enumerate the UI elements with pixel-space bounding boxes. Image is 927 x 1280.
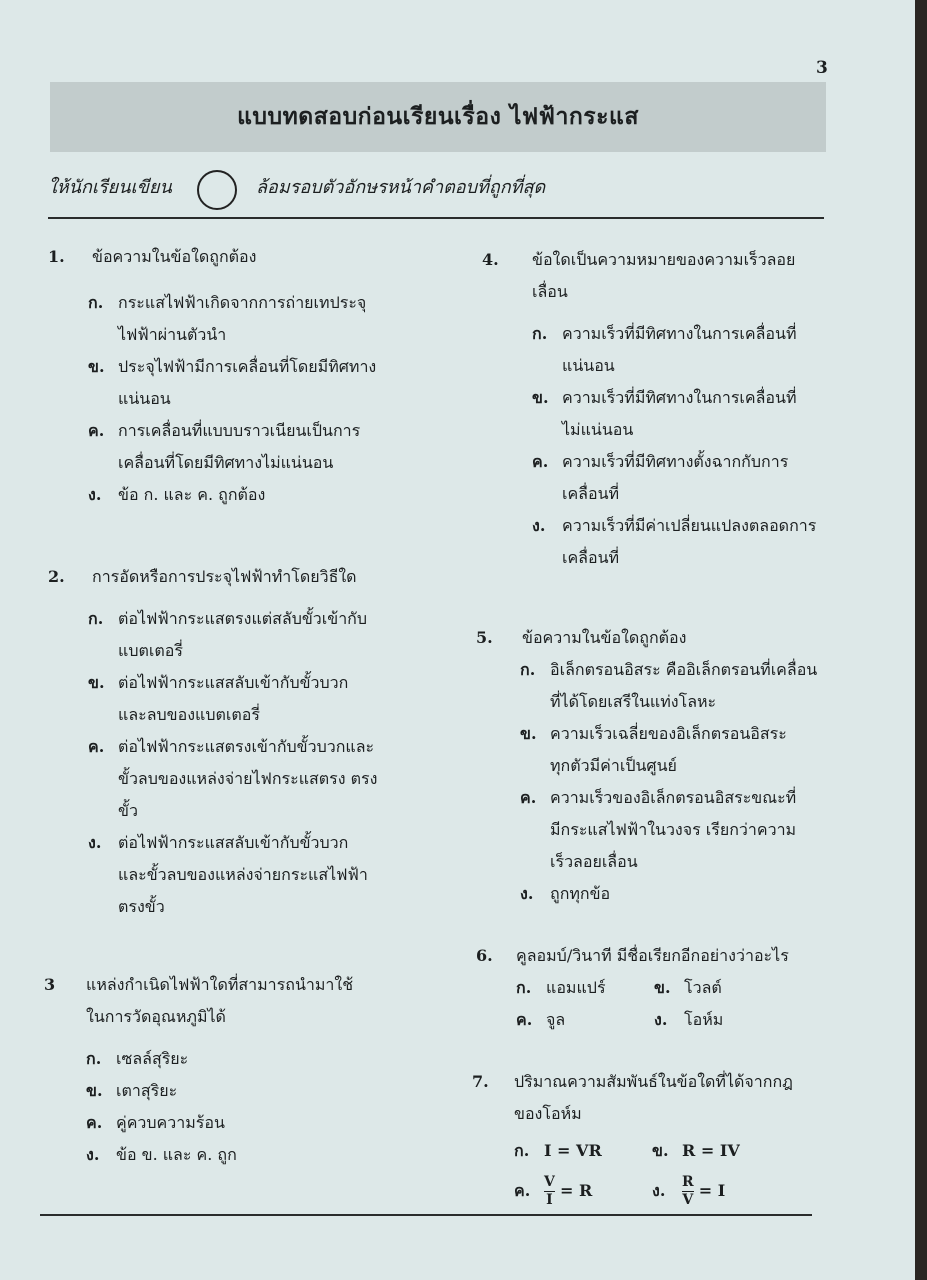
option-b[interactable] — [88, 351, 388, 415]
options — [88, 603, 388, 923]
question-7 — [472, 1066, 827, 1208]
option-a[interactable] — [514, 1134, 652, 1168]
option-line: แอมแปร์ — [546, 978, 606, 997]
option-label: ก. — [88, 293, 104, 312]
option-label: ง. — [88, 485, 102, 504]
option-label: ก. — [88, 609, 104, 628]
option-label: ก. — [516, 978, 532, 997]
question-number: 2. — [48, 567, 65, 586]
option-d[interactable] — [532, 510, 827, 574]
question-6 — [476, 940, 827, 1036]
option-line: ทุกตัวมีค่าเป็นศูนย์ — [550, 756, 677, 775]
option-a[interactable] — [532, 318, 827, 382]
option-line: เตาสุริยะ — [116, 1081, 178, 1100]
option-b[interactable] — [652, 1134, 812, 1168]
option-line: ความเร็วที่มีทิศทางในการเคลื่อนที่ — [562, 324, 797, 343]
question-text: การอัดหรือการประจุไฟฟ้าทำโดยวิธีใด — [92, 567, 357, 586]
option-line: โวลต์ — [684, 978, 722, 997]
option-line: ต่อไฟฟ้ากระแสสลับเข้ากับขั้วบวก — [118, 833, 349, 852]
question-text: ข้อความในข้อใดถูกต้อง — [522, 628, 687, 647]
option-label: ข. — [520, 724, 537, 743]
option-line: และขั้วลบของแหล่งจ่ายกระแสไฟฟ้า — [118, 865, 368, 884]
option-d[interactable] — [652, 1174, 812, 1208]
numerator: V — [544, 1174, 555, 1190]
option-line: ความเร็วที่มีค่าเปลี่ยนแปลงตลอดการ — [562, 516, 817, 535]
fraction — [544, 1175, 555, 1208]
option-a[interactable] — [88, 287, 388, 351]
option-line: การเคลื่อนที่แบบบราวเนียนเป็นการ — [118, 421, 361, 440]
formula: I = VR — [544, 1141, 602, 1160]
option-line: กระแสไฟฟ้าเกิดจากการถ่ายเทประจุ — [118, 293, 367, 312]
option-line: ข้อ ก. และ ค. ถูกต้อง — [118, 485, 266, 504]
options — [520, 654, 827, 910]
question-text — [514, 1066, 827, 1130]
option-line: และลบของแบตเตอรี่ — [118, 705, 260, 724]
options — [514, 1134, 827, 1208]
option-d[interactable] — [520, 878, 827, 910]
option-line: ขั้ว — [118, 801, 138, 820]
question-3 — [44, 969, 388, 1171]
title-band — [50, 82, 826, 152]
page-number: 3 — [816, 58, 828, 78]
question-2 — [48, 561, 388, 923]
question-line: ในการวัดอุณหภูมิได้ — [86, 1007, 226, 1026]
option-line: เคลื่อนที่ — [562, 484, 620, 503]
option-label: ง. — [86, 1145, 100, 1164]
question-number: 1. — [48, 247, 65, 266]
denominator: V — [682, 1192, 694, 1208]
option-c[interactable] — [532, 446, 827, 510]
option-line: แน่นอน — [118, 389, 171, 408]
option-label: ง. — [532, 516, 546, 535]
left-column — [44, 241, 388, 1171]
option-label: ค. — [532, 452, 549, 471]
options — [532, 318, 827, 574]
formula: R = IV — [682, 1141, 740, 1160]
numerator: R — [682, 1174, 694, 1190]
option-line: ต่อไฟฟ้ากระแสสลับเข้ากับขั้วบวก — [118, 673, 349, 692]
option-line: แบตเตอรี่ — [118, 641, 183, 660]
options — [86, 1043, 388, 1171]
option-line: เร็วลอยเลื่อน — [550, 852, 638, 871]
question-number: 3 — [44, 975, 56, 994]
option-label: ค. — [86, 1113, 103, 1132]
option-c[interactable] — [516, 1004, 654, 1036]
option-label: ก. — [514, 1141, 530, 1160]
option-b[interactable] — [520, 718, 827, 782]
option-line: จูล — [546, 1010, 566, 1029]
circle-symbol — [197, 170, 237, 210]
option-c[interactable] — [86, 1107, 388, 1139]
option-label: ง. — [520, 884, 534, 903]
option-a[interactable] — [520, 654, 827, 718]
option-line: ไฟฟ้าผ่านตัวนำ — [118, 325, 227, 344]
option-label: ข. — [532, 388, 549, 407]
top-rule — [48, 217, 824, 219]
option-line: ไม่แน่นอน — [562, 420, 634, 439]
option-c[interactable] — [514, 1174, 652, 1208]
question-text: คูลอมบ์/วินาที มีชื่อเรียกอีกอย่างว่าอะไร — [516, 946, 789, 965]
formula-rhs: = I — [698, 1181, 726, 1200]
question-text — [86, 969, 388, 1033]
option-line: ขั้วลบของแหล่งจ่ายไฟกระแสตรง ตรง — [118, 769, 378, 788]
option-line: ความเร็วเฉลี่ยของอิเล็กตรอนอิสระ — [550, 724, 787, 743]
question-number: 6. — [476, 946, 493, 965]
option-c[interactable] — [88, 731, 388, 827]
option-label: ข. — [88, 673, 105, 692]
option-line: ตรงขั้ว — [118, 897, 165, 916]
option-d[interactable] — [654, 1004, 814, 1036]
option-line: ต่อไฟฟ้ากระแสตรงเข้ากับขั้วบวกและ — [118, 737, 375, 756]
question-4 — [482, 244, 827, 574]
instruction-right: ล้อมรอบตัวอักษรหน้าคำตอบที่ถูกที่สุด — [256, 177, 546, 198]
option-label: ง. — [654, 1010, 668, 1029]
option-a[interactable] — [86, 1043, 388, 1075]
option-b[interactable] — [86, 1075, 388, 1107]
option-a[interactable] — [88, 603, 388, 667]
option-label: ก. — [532, 324, 548, 343]
option-line: เคลื่อนที่โดยมีทิศทางไม่แน่นอน — [118, 453, 334, 472]
option-label: ง. — [88, 833, 102, 852]
question-text: ข้อความในข้อใดถูกต้อง — [92, 247, 257, 266]
bottom-rule — [40, 1214, 812, 1216]
option-line: เคลื่อนที่ — [562, 548, 620, 567]
option-c[interactable] — [520, 782, 827, 878]
option-label: ค. — [520, 788, 537, 807]
denominator: I — [546, 1192, 553, 1208]
option-a[interactable] — [516, 972, 654, 1004]
option-line: ความเร็วของอิเล็กตรอนอิสระขณะที่ — [550, 788, 797, 807]
question-5 — [476, 622, 827, 910]
options — [516, 972, 827, 1036]
question-number: 7. — [472, 1072, 489, 1091]
option-line: ความเร็วที่มีทิศทางในการเคลื่อนที่ — [562, 388, 797, 407]
option-line: โอห์ม — [684, 1010, 724, 1029]
option-label: ค. — [88, 737, 105, 756]
option-d[interactable] — [88, 479, 388, 511]
option-label: ข. — [86, 1081, 103, 1100]
fraction — [682, 1175, 694, 1208]
option-b[interactable] — [532, 382, 827, 446]
question-text: ข้อใดเป็นความหมายของความเร็วลอยเลื่อน — [532, 250, 796, 301]
option-line: อิเล็กตรอนอิสระ คืออิเล็กตรอนที่เคลื่อน — [550, 660, 818, 679]
option-line: มีกระแสไฟฟ้าในวงจร เรียกว่าความ — [550, 820, 797, 839]
option-d[interactable] — [88, 827, 388, 923]
option-label: ค. — [88, 421, 105, 440]
question-line: ปริมาณความสัมพันธ์ในข้อใดที่ได้จากกฎ — [514, 1072, 793, 1091]
option-label: ข. — [654, 978, 671, 997]
option-label: ข. — [88, 357, 105, 376]
formula-rhs: = R — [559, 1181, 593, 1200]
option-label: ค. — [516, 1010, 533, 1029]
option-b[interactable] — [654, 972, 814, 1004]
option-line: ความเร็วที่มีทิศทางตั้งฉากกับการ — [562, 452, 789, 471]
option-line: ถูกทุกข้อ — [550, 884, 611, 903]
option-line: คู่ควบความร้อน — [116, 1113, 225, 1132]
instruction-left: ให้นักเรียนเขียน — [48, 177, 172, 198]
option-line: ประจุไฟฟ้ามีการเคลื่อนที่โดยมีทิศทาง — [118, 357, 377, 376]
question-line: ของโอห์ม — [514, 1104, 582, 1123]
question-1 — [48, 241, 388, 511]
page-edge — [915, 0, 927, 1280]
option-line: แน่นอน — [562, 356, 615, 375]
option-label: ค. — [514, 1181, 531, 1200]
option-label: ก. — [86, 1049, 102, 1068]
page-title: แบบทดสอบก่อนเรียนเรื่อง ไฟฟ้ากระแส — [237, 103, 639, 130]
option-line: ที่ได้โดยเสรีในแท่งโลหะ — [550, 692, 717, 711]
option-label: ข. — [652, 1141, 669, 1160]
question-number: 4. — [482, 250, 499, 269]
option-line: ข้อ ข. และ ค. ถูก — [116, 1145, 237, 1164]
options — [88, 287, 388, 511]
option-c[interactable] — [88, 415, 388, 479]
option-d[interactable] — [86, 1139, 388, 1171]
option-label: ก. — [520, 660, 536, 679]
option-b[interactable] — [88, 667, 388, 731]
option-line: เซลล์สุริยะ — [116, 1049, 189, 1068]
right-column — [472, 244, 827, 1208]
option-line: ต่อไฟฟ้ากระแสตรงแต่สลับขั้วเข้ากับ — [118, 609, 368, 628]
question-number: 5. — [476, 628, 493, 647]
question-line: แหล่งกำเนิดไฟฟ้าใดที่สามารถนำมาใช้ — [86, 975, 354, 994]
option-label: ง. — [652, 1181, 666, 1200]
